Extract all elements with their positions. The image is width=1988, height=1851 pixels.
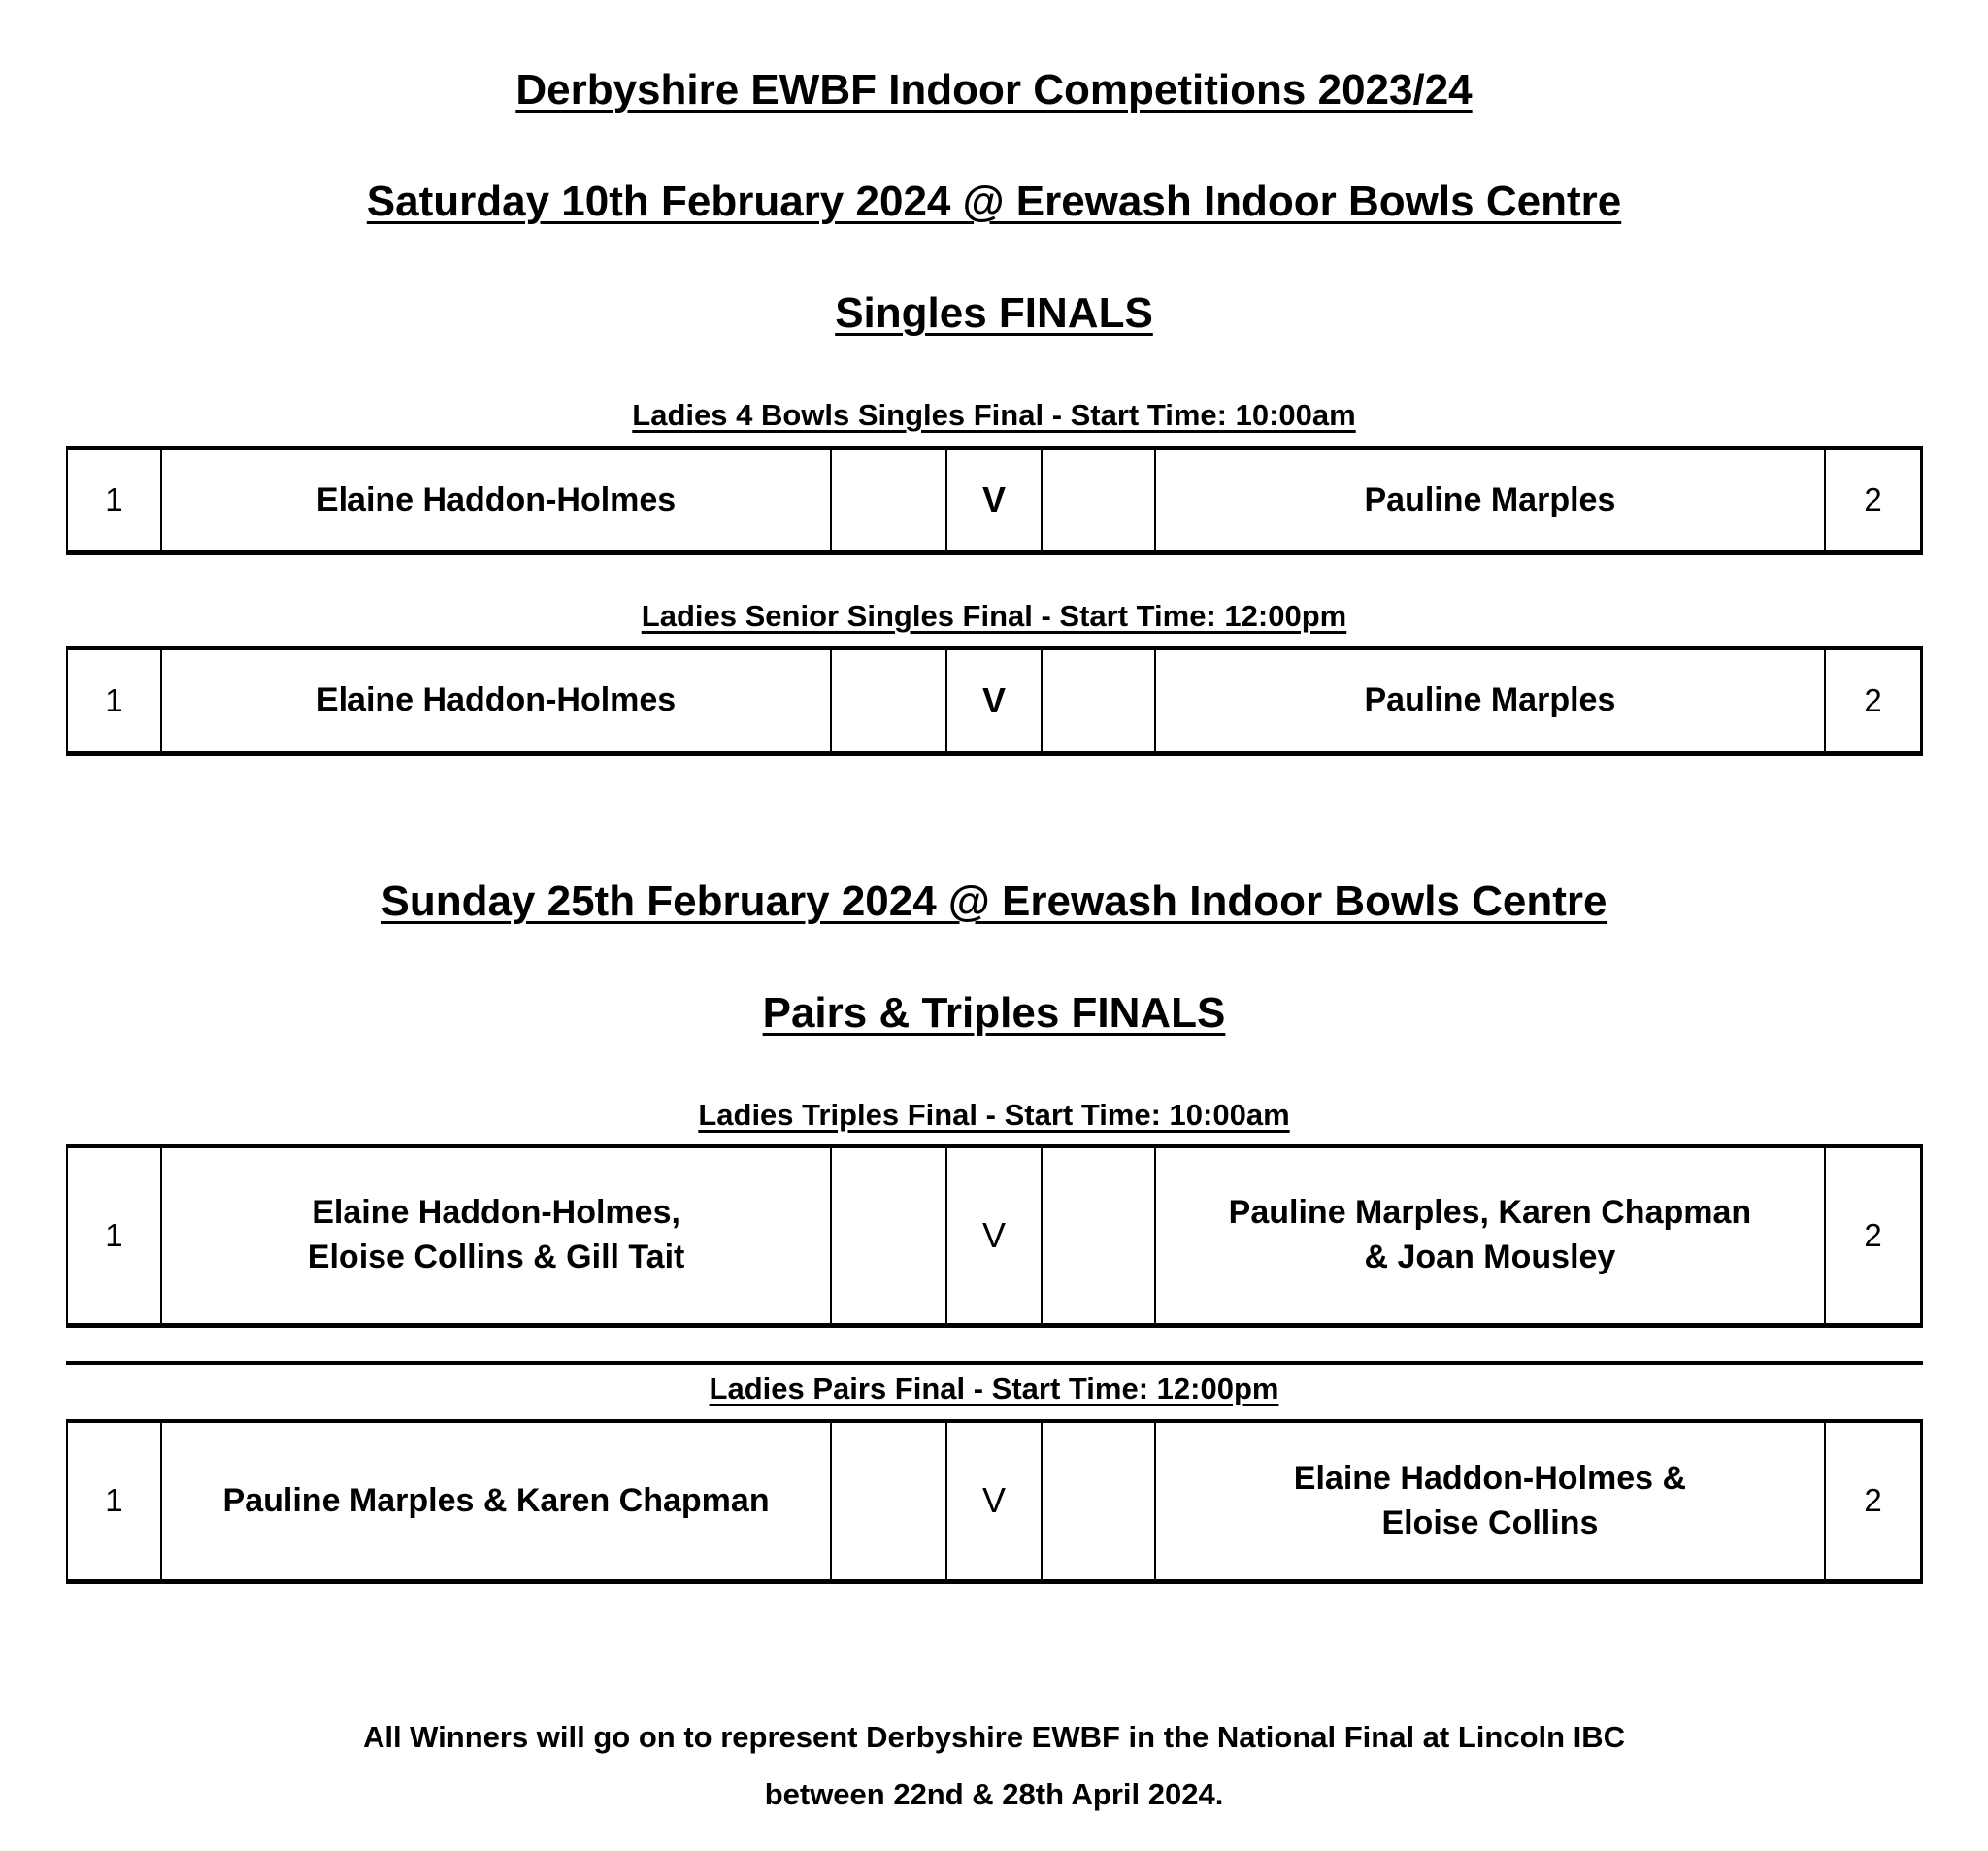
left-number: 1 [68, 1423, 162, 1579]
match-table [66, 1419, 1923, 1584]
match-table [66, 446, 1923, 555]
right-score [1043, 1148, 1156, 1323]
match-label: Ladies 4 Bowls Singles Final - Start Time: 10:00am [632, 398, 1356, 432]
day2-subheading: Pairs & Triples FINALS [762, 989, 1226, 1037]
left-score [832, 1423, 947, 1579]
left-number: 1 [68, 650, 162, 751]
match-label: Ladies Senior Singles Final - Start Time: 12:00pm [641, 599, 1347, 633]
left-player: Elaine Haddon-Holmes [162, 450, 833, 550]
left-team: Pauline Marples & Karen Chapman [162, 1423, 833, 1579]
right-player: Pauline Marples [1156, 450, 1827, 550]
right-player: Pauline Marples [1156, 650, 1827, 751]
right-team: Elaine Haddon-Holmes & Eloise Collins [1156, 1423, 1827, 1579]
match-label: Ladies Pairs Final - Start Time: 12:00pm [709, 1372, 1279, 1405]
right-number: 2 [1864, 1216, 1882, 1253]
right-number: 2 [1864, 481, 1882, 518]
versus: V [947, 450, 1043, 550]
versus: V [947, 1423, 1043, 1579]
left-number: 1 [68, 1148, 162, 1323]
right-score [1043, 450, 1156, 550]
day1-subheading: Singles FINALS [835, 289, 1153, 337]
right-score [1043, 650, 1156, 751]
day2-heading: Sunday 25th February 2024 @ Erewash Indoor Bowls Centre [381, 877, 1607, 925]
match-table [66, 646, 1923, 756]
left-score [832, 650, 947, 751]
versus: V [947, 1148, 1043, 1323]
match-label: Ladies Triples Final - Start Time: 10:00am [698, 1098, 1290, 1132]
left-player: Elaine Haddon-Holmes [162, 650, 833, 751]
right-score [1043, 1423, 1156, 1579]
divider [66, 1361, 1923, 1365]
versus: V [947, 650, 1043, 751]
footer-note: All Winners will go on to represent Derbyshire EWBF in the National Final at Lincoln IBC between 22nd & 28th April 2024. [362, 1720, 1626, 1811]
right-team: Pauline Marples, Karen Chapman & Joan Mousley [1156, 1148, 1827, 1323]
page-title: Derbyshire EWBF Indoor Competitions 2023/24 [515, 66, 1473, 114]
left-score [832, 450, 947, 550]
right-number: 2 [1864, 1482, 1882, 1519]
left-score [832, 1148, 947, 1323]
day1-heading: Saturday 10th February 2024 @ Erewash Indoor Bowls Centre [366, 178, 1622, 225]
match-table [66, 1144, 1923, 1328]
right-number: 2 [1864, 681, 1882, 718]
left-team: Elaine Haddon-Holmes, Eloise Collins & Gill Tait [162, 1148, 833, 1323]
left-number: 1 [68, 450, 162, 550]
